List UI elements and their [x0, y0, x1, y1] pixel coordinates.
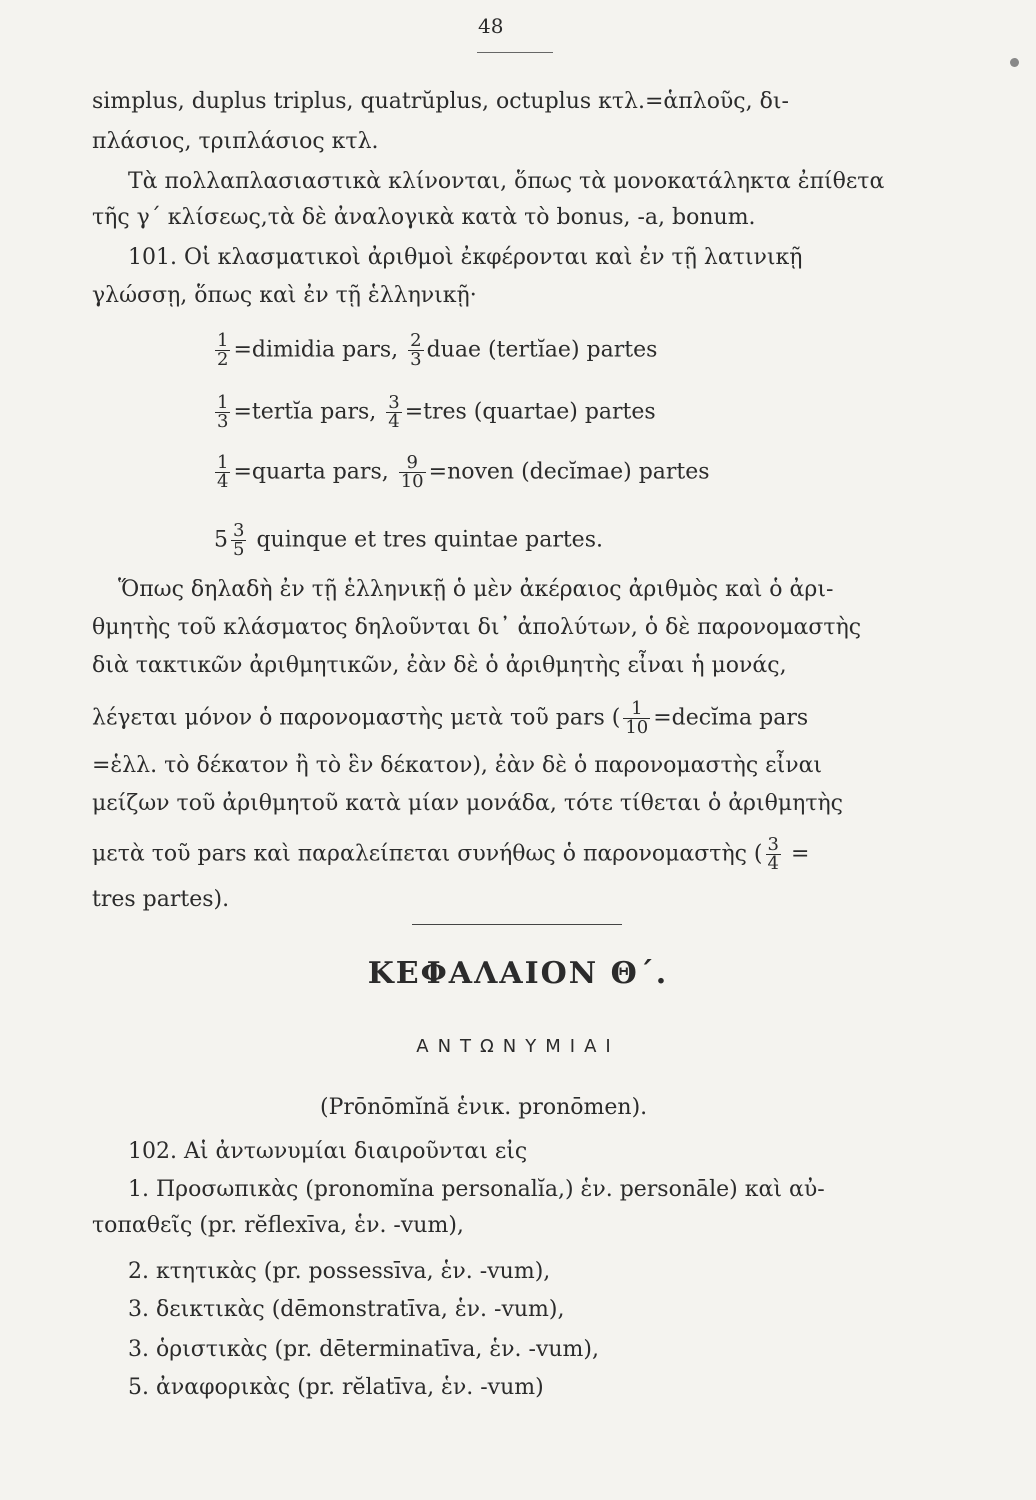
- chapter-subtitle: ΑΝΤΩΝΥΜΙΑΙ: [416, 1036, 620, 1057]
- fraction-row: $\frac{1}{3}$ =tertĭa pars, $\frac{3}{4}$ =tres (quartae) partes: [217, 392, 656, 432]
- fraction-row: $\frac{1}{2}$ =dimidia pars, $\frac{2}{3}$ duae (tertĭae) partes: [217, 330, 658, 370]
- text-line: πλάσιος, τριπλάσιος κτλ.: [92, 129, 379, 154]
- section-rule: [412, 924, 622, 925]
- text-line: τῆς γ΄ κλίσεως,τὰ δὲ ἀναλογικὰ κατὰ τὸ bonus, -a, bonum.: [92, 205, 756, 230]
- fraction: $\frac{3}{5}$: [233, 520, 245, 560]
- fraction-row: $\frac{1}{4}$ =quarta pars, $\frac{9}{10}$ =noven (decĭmae) partes: [217, 452, 710, 492]
- text-line: διὰ τακτικῶν ἀριθμητικῶν, ἐὰν δὲ ὁ ἀριθμητὴς εἶναι ἡ μονάς,: [92, 653, 787, 678]
- fraction: $\frac{3}{4}$: [388, 392, 400, 432]
- page-number: 48: [478, 14, 504, 38]
- list-item: 2. κτητικὰς (pr. possessīva, ἑν. -vum),: [128, 1259, 551, 1284]
- text-line: tres partes).: [92, 887, 230, 912]
- list-item: 3. ὁριστικὰς (pr. dēterminatīva, ἑν. -vum),: [128, 1337, 599, 1362]
- text-line: simplus, duplus triplus, quatrŭplus, octuplus κτλ.=ἁπλοῦς, δι-: [92, 89, 789, 114]
- fraction: $\frac{9}{10}$: [400, 452, 424, 492]
- fraction: $\frac{1}{2}$: [217, 330, 229, 370]
- fraction: $\frac{1}{10}$: [625, 698, 649, 738]
- chapter-title: ΚΕΦΑΛΑΙΟΝ Θ΄.: [367, 956, 669, 991]
- text-line: Τὰ πολλαπλασιαστικὰ κλίνονται, ὅπως τὰ μονοκατάληκτα ἐπίθετα: [128, 169, 885, 194]
- list-item: 3. δεικτικὰς (dēmonstratīva, ἑν. -vum),: [128, 1297, 565, 1322]
- mixed-number-row: 5 $\frac{3}{5}$ quinque et tres quintae partes.: [214, 520, 603, 560]
- text-line: =ἑλλ. τὸ δέκατον ἢ τὸ ἓν δέκατον), ἐὰν δὲ ὁ παρονομαστὴς εἶναι: [92, 753, 823, 778]
- text-line-with-fraction: μετὰ τοῦ pars καὶ παραλείπεται συνήθως ὁ παρονομαστὴς ( $\frac{3}{4}$ =: [92, 834, 810, 874]
- text-line: Ὅπως δηλαδὴ ἐν τῇ ἑλληνικῇ ὁ μὲν ἀκέραιος ἀριθμὸς καὶ ὁ ἀρι-: [118, 577, 834, 602]
- text-line: 101. Οἱ κλασματικοὶ ἀριθμοὶ ἐκφέρονται καὶ ἐν τῇ λατινικῇ: [128, 245, 803, 270]
- text-line: γλώσσῃ, ὅπως καὶ ἐν τῇ ἑλληνικῇ·: [92, 283, 477, 308]
- fraction: $\frac{1}{3}$: [217, 392, 229, 432]
- fraction: $\frac{1}{4}$: [217, 452, 229, 492]
- fraction: $\frac{3}{4}$: [767, 834, 779, 874]
- pronomina-note: (Prōnōmĭnă ἑνικ. pronōmen).: [320, 1095, 648, 1120]
- list-item: τοπαθεῖς (pr. rĕflexīva, ἑν. -vum),: [92, 1213, 464, 1238]
- header-rule: [477, 52, 553, 53]
- list-item: 1. Προσωπικὰς (pronomĭna personalĭa,) ἑν. personāle) καὶ αὐ-: [128, 1177, 825, 1202]
- fraction: $\frac{2}{3}$: [410, 330, 422, 370]
- paper-speck: [1010, 58, 1019, 67]
- section-heading: 102. Αἱ ἀντωνυμίαι διαιροῦνται εἰς: [128, 1139, 528, 1164]
- text-line-with-fraction: λέγεται μόνον ὁ παρονομαστὴς μετὰ τοῦ pars ( $\frac{1}{10}$ =decĭma pars: [92, 698, 809, 738]
- list-item: 5. ἀναφορικὰς (pr. rĕlatīva, ἑν. -vum): [128, 1375, 544, 1400]
- text-line: μείζων τοῦ ἀριθμητοῦ κατὰ μίαν μονάδα, τότε τίθεται ὁ ἀριθμητὴς: [92, 791, 844, 816]
- text-line: θμητὴς τοῦ κλάσματος δηλοῦνται δι᾿ ἀπολύτων, ὁ δὲ παρονομαστὴς: [92, 615, 862, 640]
